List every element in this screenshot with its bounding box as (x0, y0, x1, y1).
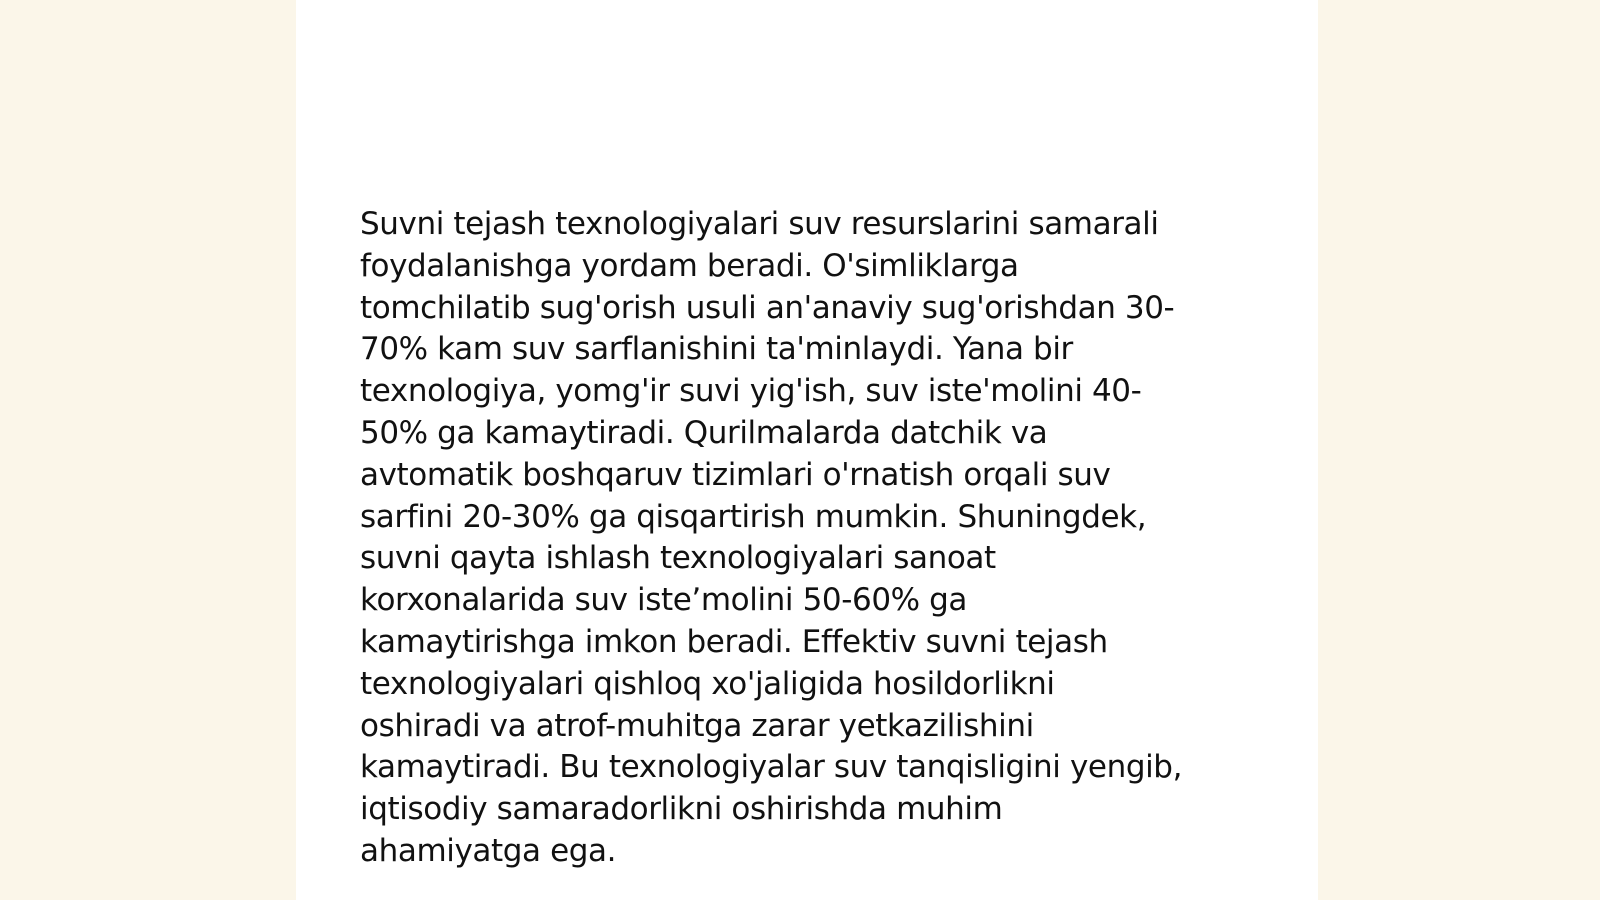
paragraph-line: foydalanishga yordam beradi. O'simliklarga (360, 247, 1019, 284)
paragraph-line: avtomatik boshqaruv tizimlari o'rnatish orqali suv (360, 456, 1111, 493)
paragraph-line: texnologiya, yomg'ir suvi yig'ish, suv iste'molini 40- (360, 373, 1142, 410)
paragraph-line: kamaytirishga imkon beradi. Effektiv suvni tejash (360, 623, 1108, 660)
paragraph-line: tomchilatib sug'orish usuli an'anaviy sug'orishdan 30- (360, 289, 1175, 326)
paragraph-line: sarfini 20-30% ga qisqartirish mumkin. Shuningdek, (360, 498, 1147, 535)
paragraph-line: texnologiyalari qishloq xo'jaligida hosildorlikni (360, 665, 1055, 702)
paragraph-line: 70% kam suv sarflanishini ta'minlaydi. Yana bir (360, 331, 1073, 368)
paragraph-line: iqtisodiy samaradorlikni oshirishda muhim (360, 791, 1003, 828)
paragraph-line: kamaytiradi. Bu texnologiyalar suv tanqisligini yengib, (360, 749, 1183, 786)
paragraph-line: suvni qayta ishlash texnologiyalari sanoat (360, 540, 996, 577)
body-paragraph (360, 204, 1260, 873)
slide-page (296, 0, 1318, 900)
paragraph-line: korxonalarida suv iste’molini 50-60% ga (360, 582, 968, 619)
paragraph-line: Suvni tejash texnologiyalari suv resurslarini samarali (360, 206, 1159, 242)
paragraph-line: oshiradi va atrof-muhitga zarar yetkazilishini (360, 707, 1034, 744)
paragraph-line: 50% ga kamaytiradi. Qurilmalarda datchik va (360, 414, 1048, 451)
paragraph-line: ahamiyatga ega. (360, 832, 617, 869)
